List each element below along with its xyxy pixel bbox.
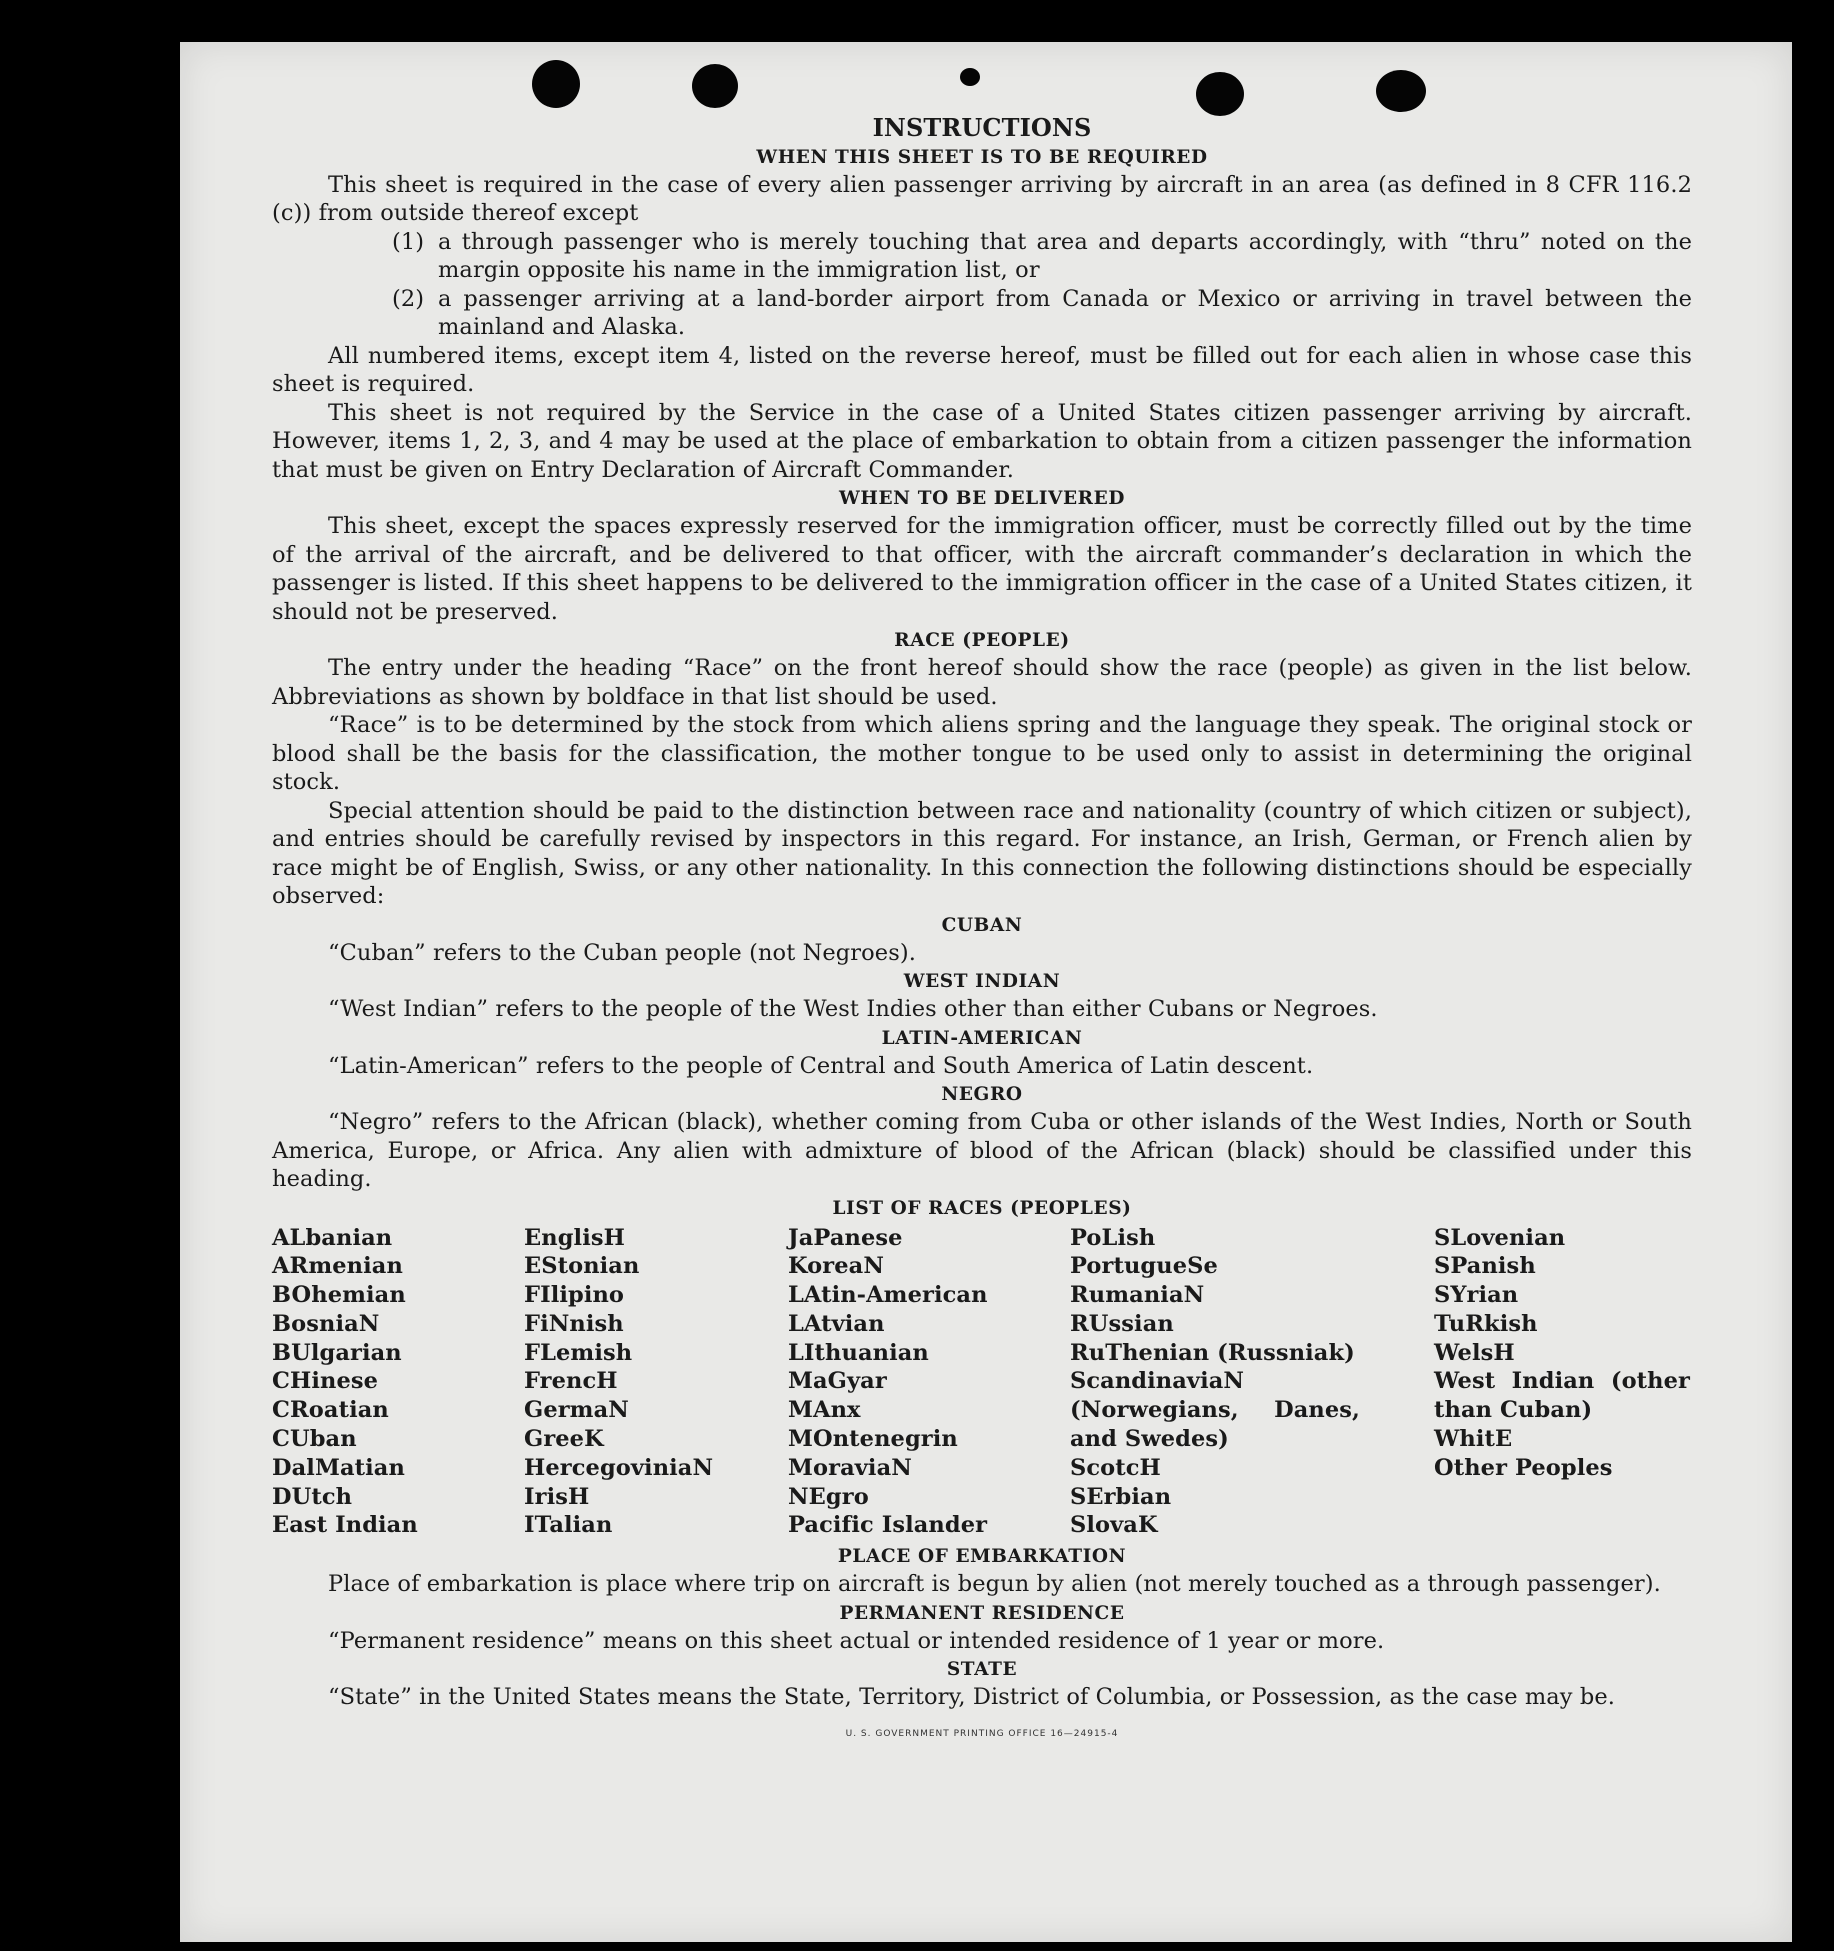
race-entry: CUban — [272, 1426, 357, 1453]
residence-para: “Permanent residence” means on this sheet actual or intended residence of 1 year or more. — [328, 1627, 1385, 1654]
heading-negro: NEGRO — [941, 1084, 1023, 1105]
race-entry: ALbanian — [272, 1224, 393, 1251]
race-entry: PoLish — [1070, 1224, 1156, 1251]
race-entry: HercegoviniaN — [524, 1454, 714, 1481]
heading-race: RACE (PEOPLE) — [894, 630, 1070, 651]
document-sheet — [180, 42, 1792, 1942]
heading-cuban: CUBAN — [941, 914, 1023, 936]
heading-permanent-residence: PERMANENT RESIDENCE — [839, 1602, 1125, 1624]
race-para-1: The entry under the heading “Race” on the front hereof should show the race (people) as given in the list below. Abbreviations as shown by boldface in that list should be used. — [272, 655, 1692, 710]
page-title: INSTRUCTIONS — [872, 113, 1092, 142]
race-entry: MOntenegrin — [788, 1426, 958, 1453]
heading-list-of-races: LIST OF RACES (PEOPLES) — [832, 1197, 1132, 1219]
race-entry: West Indian (other than Cuban) — [1434, 1368, 1690, 1424]
race-entry: BosniaN — [272, 1310, 380, 1337]
punch-hole — [960, 68, 980, 86]
race-entry: ARmenian — [272, 1253, 403, 1280]
exception-item-number: (2) — [392, 285, 425, 312]
punch-hole — [692, 64, 738, 108]
heading-when-delivered: WHEN TO BE DELIVERED — [839, 488, 1125, 509]
race-entry: SErbian — [1070, 1483, 1172, 1510]
race-entry: GreeK — [524, 1426, 604, 1453]
exception-item — [392, 228, 1692, 285]
heading-west-indian: WEST INDIAN — [903, 971, 1061, 992]
race-entry: FLemish — [524, 1339, 633, 1366]
race-entry: DUtch — [272, 1483, 353, 1510]
when-required-intro: This sheet is required in the case of every alien passenger arriving by aircraft in an area (as defined in 8 CFR 116.2 (c)) from outside thereof except — [272, 171, 1692, 226]
race-entry: EnglisH — [524, 1224, 625, 1251]
race-entry: WelsH — [1434, 1339, 1515, 1366]
race-entry: East Indian — [272, 1512, 418, 1539]
race-entry: LAtvian — [788, 1310, 885, 1337]
heading-when-required: WHEN THIS SHEET IS TO BE REQUIRED — [756, 146, 1208, 168]
race-entry: IrisH — [524, 1483, 590, 1510]
when-delivered-para: This sheet, except the spaces expressly reserved for the immigration officer, must be correctly filled out by the time of the arrival of the aircraft, and be delivered to that officer, with the aircraft commander’s declaration in which the passenger is listed. If this sheet happens to be delivered to the immigration officer in the case of a United States citizen, it should not be preserved. — [272, 513, 1692, 625]
race-entry: SYrian — [1434, 1282, 1519, 1309]
race-entry: JaPanese — [788, 1224, 903, 1251]
race-entry: RUssian — [1070, 1310, 1174, 1337]
race-entry: EStonian — [524, 1253, 640, 1280]
heading-latin-american: LATIN-AMERICAN — [881, 1027, 1083, 1049]
race-entry: SlovaK — [1070, 1512, 1158, 1539]
instructions-content — [272, 114, 1692, 1748]
latin-american-para: “Latin-American” refers to the people of Central and South America of Latin descent. — [328, 1052, 1314, 1079]
races-column-4 — [1070, 1224, 1360, 1541]
race-entry: Other Peoples — [1434, 1454, 1613, 1481]
heading-embarkation: PLACE OF EMBARKATION — [837, 1546, 1127, 1568]
punch-hole — [1196, 72, 1244, 116]
list-of-races — [272, 1224, 1692, 1541]
cuban-para: “Cuban” refers to the Cuban people (not Negroes). — [328, 939, 916, 966]
race-para-3: Special attention should be paid to the distinction between race and nationality (country of which citizen or subject), and entries should be carefully revised by inspectors in this regard. For instance, an Irish, German, or French alien by race might be of English, Swiss, or any other nationality. In this connection the following distinctions should be especially observed: — [272, 797, 1692, 909]
state-para: “State” in the United States means the State, Territory, District of Columbia, or Possession, as the case may be. — [328, 1684, 1616, 1711]
race-entry: Pacific Islander — [788, 1512, 988, 1539]
exception-item-number: (1) — [392, 228, 425, 255]
race-entry: ScandinaviaN (Norwegians, Danes, and Swedes) — [1070, 1368, 1360, 1453]
printing-office-imprint: U. S. GOVERNMENT PRINTING OFFICE 16—24915-4 — [845, 1728, 1119, 1739]
race-entry: RumaniaN — [1070, 1282, 1205, 1309]
race-entry: FIlipino — [524, 1282, 625, 1309]
embarkation-para: Place of embarkation is place where trip on aircraft is begun by alien (not merely touched as a through passenger). — [328, 1571, 1661, 1598]
negro-para: “Negro” refers to the African (black), whether coming from Cuba or other islands of the West Indies, North or South America, Europe, or Africa. Any alien with admixture of blood of the African (black) should be classified under this heading. — [272, 1109, 1692, 1192]
when-required-para-2: All numbered items, except item 4, listed on the reverse hereof, must be filled out for each alien in whose case this sheet is required. — [272, 342, 1692, 397]
races-column-5 — [1434, 1224, 1690, 1541]
race-entry: LIthuanian — [788, 1339, 929, 1366]
races-column-3 — [788, 1224, 1070, 1541]
races-column-1 — [272, 1224, 524, 1541]
race-entry: BOhemian — [272, 1282, 406, 1309]
heading-state: STATE — [946, 1659, 1018, 1681]
race-entry: NEgro — [788, 1483, 869, 1510]
race-entry: SPanish — [1434, 1253, 1536, 1280]
race-entry: LAtin-American — [788, 1282, 988, 1309]
race-entry: DalMatian — [272, 1454, 405, 1481]
race-entry: CRoatian — [272, 1397, 389, 1424]
exception-item-text: a passenger arriving at a land-border airport from Canada or Mexico or arriving in travel between the mainland and Alaska. — [438, 285, 1692, 340]
race-entry: BUlgarian — [272, 1339, 402, 1366]
exception-item-text: a through passenger who is merely touching that area and departs accordingly, with “thru” noted on the margin opposite his name in the immigration list, or — [438, 228, 1692, 283]
race-entry: RuThenian (Russniak) — [1070, 1339, 1355, 1366]
race-entry: WhitE — [1434, 1426, 1513, 1453]
race-para-2: “Race” is to be determined by the stock from which aliens spring and the language they speak. The original stock or blood shall be the basis for the classification, the mother tongue to be used only to assist in determining the original stock. — [272, 712, 1692, 795]
races-column-2 — [524, 1224, 788, 1541]
race-entry: ScotcH — [1070, 1454, 1161, 1481]
punch-hole — [1376, 70, 1426, 112]
race-entry: GermaN — [524, 1397, 629, 1424]
race-entry: FrencH — [524, 1368, 618, 1395]
race-entry: KoreaN — [788, 1253, 884, 1280]
punch-hole — [532, 60, 580, 108]
race-entry: MAnx — [788, 1397, 861, 1424]
race-entry: CHinese — [272, 1368, 379, 1395]
race-entry: TuRkish — [1434, 1310, 1538, 1337]
race-entry: FiNnish — [524, 1310, 624, 1337]
when-required-para-3: This sheet is not required by the Service in the case of a United States citizen passenger arriving by aircraft. However, items 1, 2, 3, and 4 may be used at the place of embarkation to obtain from a citizen passenger the information that must be given on Entry Declaration of Aircraft Commander. — [272, 399, 1692, 483]
race-entry: MoraviaN — [788, 1454, 912, 1481]
race-entry: SLovenian — [1434, 1224, 1566, 1251]
race-entry: MaGyar — [788, 1368, 887, 1395]
west-indian-para: “West Indian” refers to the people of the West Indies other than either Cubans or Negroes. — [328, 996, 1378, 1022]
exception-item — [392, 285, 1692, 342]
race-entry: ITalian — [524, 1512, 613, 1539]
race-entry: PortugueSe — [1070, 1253, 1218, 1280]
